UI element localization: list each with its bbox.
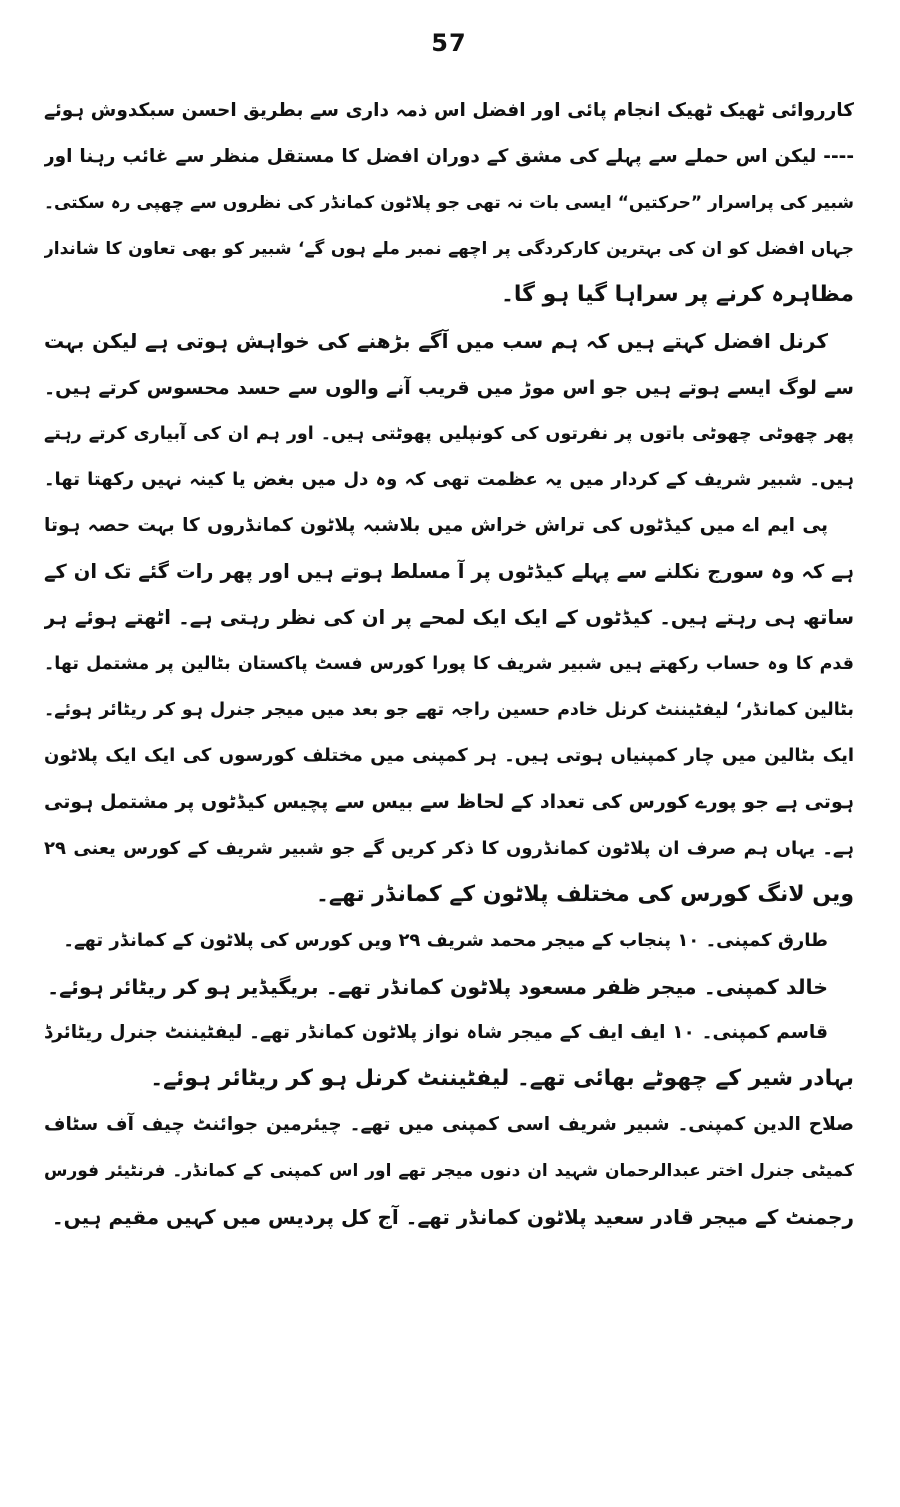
text-line: ہیں۔ شبیر شریف کے کردار میں یہ عظمت تھی کہ وہ دل میں بغض یا کینہ نہیں رکھتا تھا۔ — [44, 468, 854, 490]
text-line: شبیر کی پراسرار ”حرکتیں“ ایسی بات نہ تھی جو پلاٹون کمانڈر کی نظروں سے چھپی رہ سکتی۔ — [44, 193, 854, 214]
text-line: پھر چھوٹی چھوٹی باتوں پر نفرتوں کی کونپلیں پھوٹتی ہیں۔ اور ہم ان کی آبیاری کرتے رہتے — [44, 423, 854, 444]
text-line: قاسم کمپنی۔ ۱۰ ایف ایف کے میجر شاہ نواز پلاٹون کمانڈر تھے۔ لیفٹیننٹ جنرل ریٹائرڈ — [44, 1021, 828, 1043]
text-line: طارق کمپنی۔ ۱۰ پنجاب کے میجر محمد شریف ۲۹ ویں کورس کی پلاٹون کے کمانڈر تھے۔ — [63, 929, 828, 951]
text-line: سے لوگ ایسے ہوتے ہیں جو اس موڑ میں قریب آنے والوں سے حسد محسوس کرتے ہیں۔ — [44, 376, 854, 399]
text-line: کارروائی ٹھیک ٹھیک انجام پائی اور افضل اس ذمہ داری سے بطریق احسن سبکدوش ہوئے — [44, 100, 854, 121]
text-line: ہے کہ وہ سورج نکلنے سے پہلے کیڈٹوں پر آ مسلط ہوتے ہیں اور پھر رات گئے تک ان کے — [44, 559, 854, 583]
text-line: ساتھ ہی رہتے ہیں۔ کیڈٹوں کے ایک ایک لمحے پر ان کی نظر رہتی ہے۔ اٹھتے ہوئے ہر — [44, 606, 854, 630]
text-line: ہوتی ہے جو پورے کورس کی تعداد کے لحاظ سے بیس سے پچیس کیڈٹوں پر مشتمل ہوتی — [44, 791, 854, 814]
text-line: مظاہرہ کرنے پر سراہا گیا ہو گا۔ — [501, 282, 854, 308]
text-line: جہاں افضل کو ان کی بہترین کارکردگی پر اچھے نمبر ملے ہوں گے‘ شبیر کو بھی تعاون کا شاندار — [44, 239, 854, 260]
page-number: 57 — [431, 29, 467, 57]
text-line: کرنل افضل کہتے ہیں کہ ہم سب میں آگے بڑھنے کی خواہش ہوتی ہے لیکن بہت — [44, 329, 828, 354]
text-line: رجمنٹ کے میجر قادر سعید پلاٹون کمانڈر تھے۔ آج کل پردیس میں کہیں مقیم ہیں۔ — [51, 1205, 854, 1230]
text-line: صلاح الدین کمپنی۔ شبیر شریف اسی کمپنی میں تھے۔ چیئرمین جوائنٹ چیف آف سٹاف — [44, 1114, 854, 1136]
text-line: ویں لانگ کورس کی مختلف پلاٹون کے کمانڈر تھے۔ — [316, 881, 854, 907]
text-line: بٹالین کمانڈر‘ لیفٹیننٹ کرنل خادم حسین راجہ تھے جو بعد میں میجر جنرل ہو کر ریٹائر ہوئے۔ — [44, 700, 854, 721]
text-line: ---- لیکن اس حملے سے پہلے کی مشق کے دوران افضل کا مستقل منظر سے غائب رہنا اور — [44, 146, 854, 168]
text-line: خالد کمپنی۔ میجر ظفر مسعود پلاٹون کمانڈر تھے۔ بریگیڈیر ہو کر ریٹائر ہوئے۔ — [47, 974, 828, 999]
body-text — [44, 88, 854, 1240]
text-line: قدم کا وہ حساب رکھتے ہیں شبیر شریف کا پورا کورس فسٹ پاکستان بٹالین پر مشتمل تھا۔ — [44, 654, 854, 675]
text-line: پی ایم اے میں کیڈٹوں کی تراش خراش میں بلاشبہ پلاٹون کمانڈروں کا بہت حصہ ہوتا — [44, 514, 828, 536]
text-line: کمیٹی جنرل اختر عبدالرحمان شہید ان دنوں میجر تھے اور اس کمپنی کے کمانڈر۔ فرنٹیئر فورس — [44, 1161, 854, 1182]
text-line: ہے۔ یہاں ہم صرف ان پلاٹون کمانڈروں کا ذکر کریں گے جو شبیر شریف کے کورس یعنی ۲۹ — [44, 837, 854, 859]
text-line: بہادر شیر کے چھوٹے بھائی تھے۔ لیفٹیننٹ کرنل ہو کر ریٹائر ہوئے۔ — [150, 1065, 854, 1091]
text-line: ایک بٹالین میں چار کمپنیاں ہوتی ہیں۔ ہر کمپنی میں مختلف کورسوں کی ایک ایک پلاٹون — [44, 745, 854, 767]
